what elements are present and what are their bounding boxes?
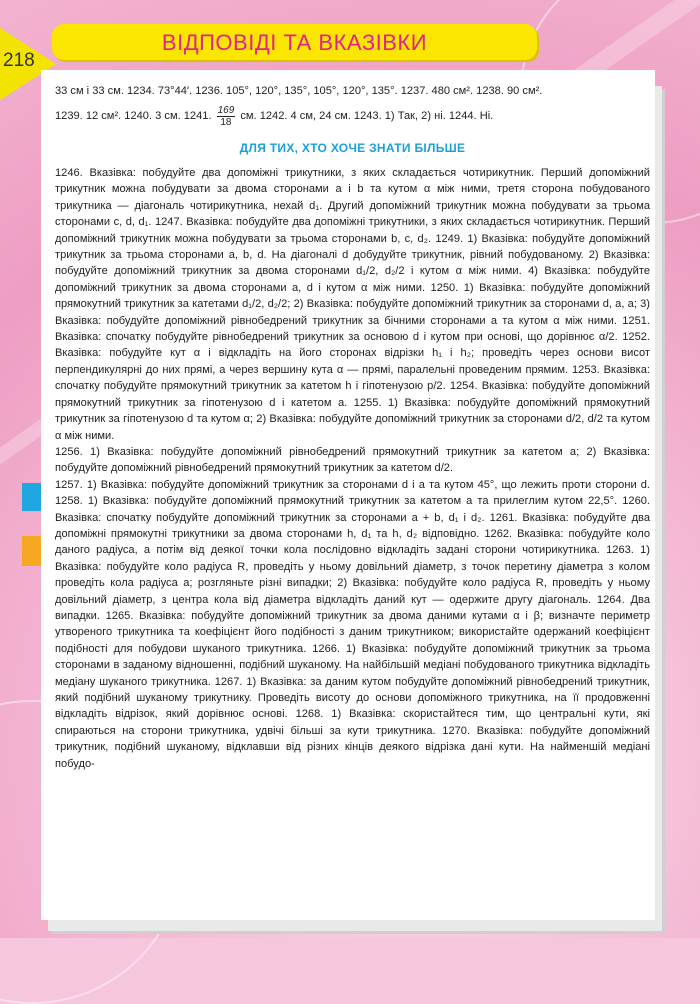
answers-line-2-start: 1239. 12 см². 1240. 3 см. 1241. xyxy=(55,110,212,122)
hint-paragraph: 1257. 1) Вказівка: побудуйте допоміжний трикутник за сторонами d і a та кутом 45°, що лежить проти сторони d. 1258. 1) Вказівка: побудуйте допоміжний прямокутний трикутник за катетом a та прилеглим кутом 22,5°. 1260. Вказівка: спочатку побудуйте допоміжний трикутник за сторонами a + b, d₁ і d₂. 1261. Вказівка: побудуйте два допоміжні прямокутні трикутники за двома сторонами h, d₁ та h, d₂ відповідно. 1262. Вказівка: побудуйте коло даного радіуса, а потім від деякої точки кола послідовно відкладіть задані сторони чотирикутника. 1263. 1) Вказівка: побудуйте коло радіуса R, проведіть у ньому довільний діаметр, з точок перетину діаметра з колом проведіть кола радіуса a; розгляньте різні випадки; 2) Вказівка: побудуйте коло радіуса R, проведіть у ньому довільний діаметр, з центра кола від діаметра відкладіть даний кут — одержите другу діагональ. 1264. Два випадки. 1265. Вказівка: побудуйте допоміжний трикутник за двома даними кутами α і β; визначте периметр утвореного трикутника та коефіцієнт його подібності з даним трикутником; використайте одержаний коефіцієнт подібності для побудови шуканого трикутника. 1266. 1) Вказівка: побудуйте допоміжний трикутник за трьома сторонами в заданому відношенні, подібний шуканому. На найбільшій медіані побудованого трикутника відкладіть медіану шуканого трикутника. 1267. 1) Вказівка: за даним кутом побудуйте допоміжний рівнобедрений трикутник, який подібний шуканому трикутнику. Проведіть висоту до основи допоміжного трикутника, на її продовженні відкладіть відрізок, який дорівнює основі. 1268. 1) Вказівка: скористайтеся тим, що центральні кути, які спираються на сторони трикутника, удвічі більші за кути трикутника. 1270. Вказівка: побудуйте допоміжний трикутник, подібний шуканому, відклавши від різних кінців деякого відрізка дані кути. На найменшій медіані побудо- xyxy=(55,478,650,770)
page-number: 218 xyxy=(3,50,35,71)
fraction-denominator: 18 xyxy=(220,116,232,128)
answers-line-1: 33 см і 33 см. 1234. 73°44′. 1236. 105°, 120°, 135°, 105°, 120°, 135°. 1237. 480 см². 1238. 90 см². xyxy=(55,85,543,97)
hint-paragraph: 1246. Вказівка: побудуйте два допоміжні трикутники, з яких складається чотирикутник. Перший допоміжний трикутник можна побудувати за двома сторонами a і b та кутом α між ними, третя сторона побудованого трикутника — діагональ чотирикутника, нехай d₁. Другий допоміжний трикутник можна побудувати за трьома сторонами c, d, d₁. 1247. Вказівка: побудуйте два допоміжні трикутники, з яких складається чотирикутник. Перший допоміжний трикутник можна побудувати за трьома сторонами b, c, d₂. 1249. 1) Вказівка: побудуйте допоміжний трикутник за трьома сторонами a, b, d. На діагоналі d добудуйте трикутник, рівний побудованому. 2) Вказівка: побудуйте допоміжний трикутник за двома сторонами d₁/2, d₂/2 і кутом α між ними. 4) Вказівка: побудуйте допоміжний трикутник за двома сторонами a, d і кутом α між ними. 1250. 1) Вказівка: побудуйте допоміжний прямокутний трикутник за катетами d₁/2, d₂/2; 2) Вказівка: побудуйте допоміжний трикутник за сторонами d, a, a; 3) Вказівка: побудуйте допоміжний рівнобедрений трикутник за бічними сторонами a та кутом α між ними. 1251. Вказівка: спочатку побудуйте рівнобедрений трикутник за основою d і кутом при основі, що дорівнює α/2. 1252. Вказівка: побудуйте кут α і відкладіть на його сторонах відрізки h₁ і h₂; проведіть через основи висот перпендикулярні до них прямі, а через вершину кута α — прямі, паралельні проведеним прямим. 1253. Вказівка: спочатку побудуйте прямокутний трикутник за катетом h і гіпотенузою p/2. 1254. Вказівка: побудуйте допоміжний прямокутний трикутник за гіпотенузою d і катетом a. 1255. 1) Вказівка: побудуйте допоміжний прямокутний трикутник за гіпотенузою d та кутом α; 2) Вказівка: побудуйте допоміжний трикутник за сторонами d/2, d/2 та кутом α між ними. xyxy=(55,167,650,442)
answers-content xyxy=(55,79,650,772)
answers-line-2 xyxy=(55,104,650,129)
section-header xyxy=(52,24,537,60)
answers-line-2-end: см. 1242. 4 см, 24 см. 1243. 1) Так, 2) ні. 1244. Ні. xyxy=(240,110,494,122)
page-title: ВІДПОВІДІ ТА ВКАЗІВКИ xyxy=(161,30,428,55)
fraction xyxy=(217,105,236,128)
fraction-numerator: 169 xyxy=(217,104,235,116)
hint-paragraph: 1256. 1) Вказівка: побудуйте допоміжний рівнобедрений прямокутний трикутник за катетом a; 2) Вказівка: побудуйте допоміжний рівнобедрений прямокутний трикутник за катетом d/2. xyxy=(55,445,650,475)
section-heading: ДЛЯ ТИХ, ХТО ХОЧЕ ЗНАТИ БІЛЬШЕ xyxy=(239,141,466,155)
